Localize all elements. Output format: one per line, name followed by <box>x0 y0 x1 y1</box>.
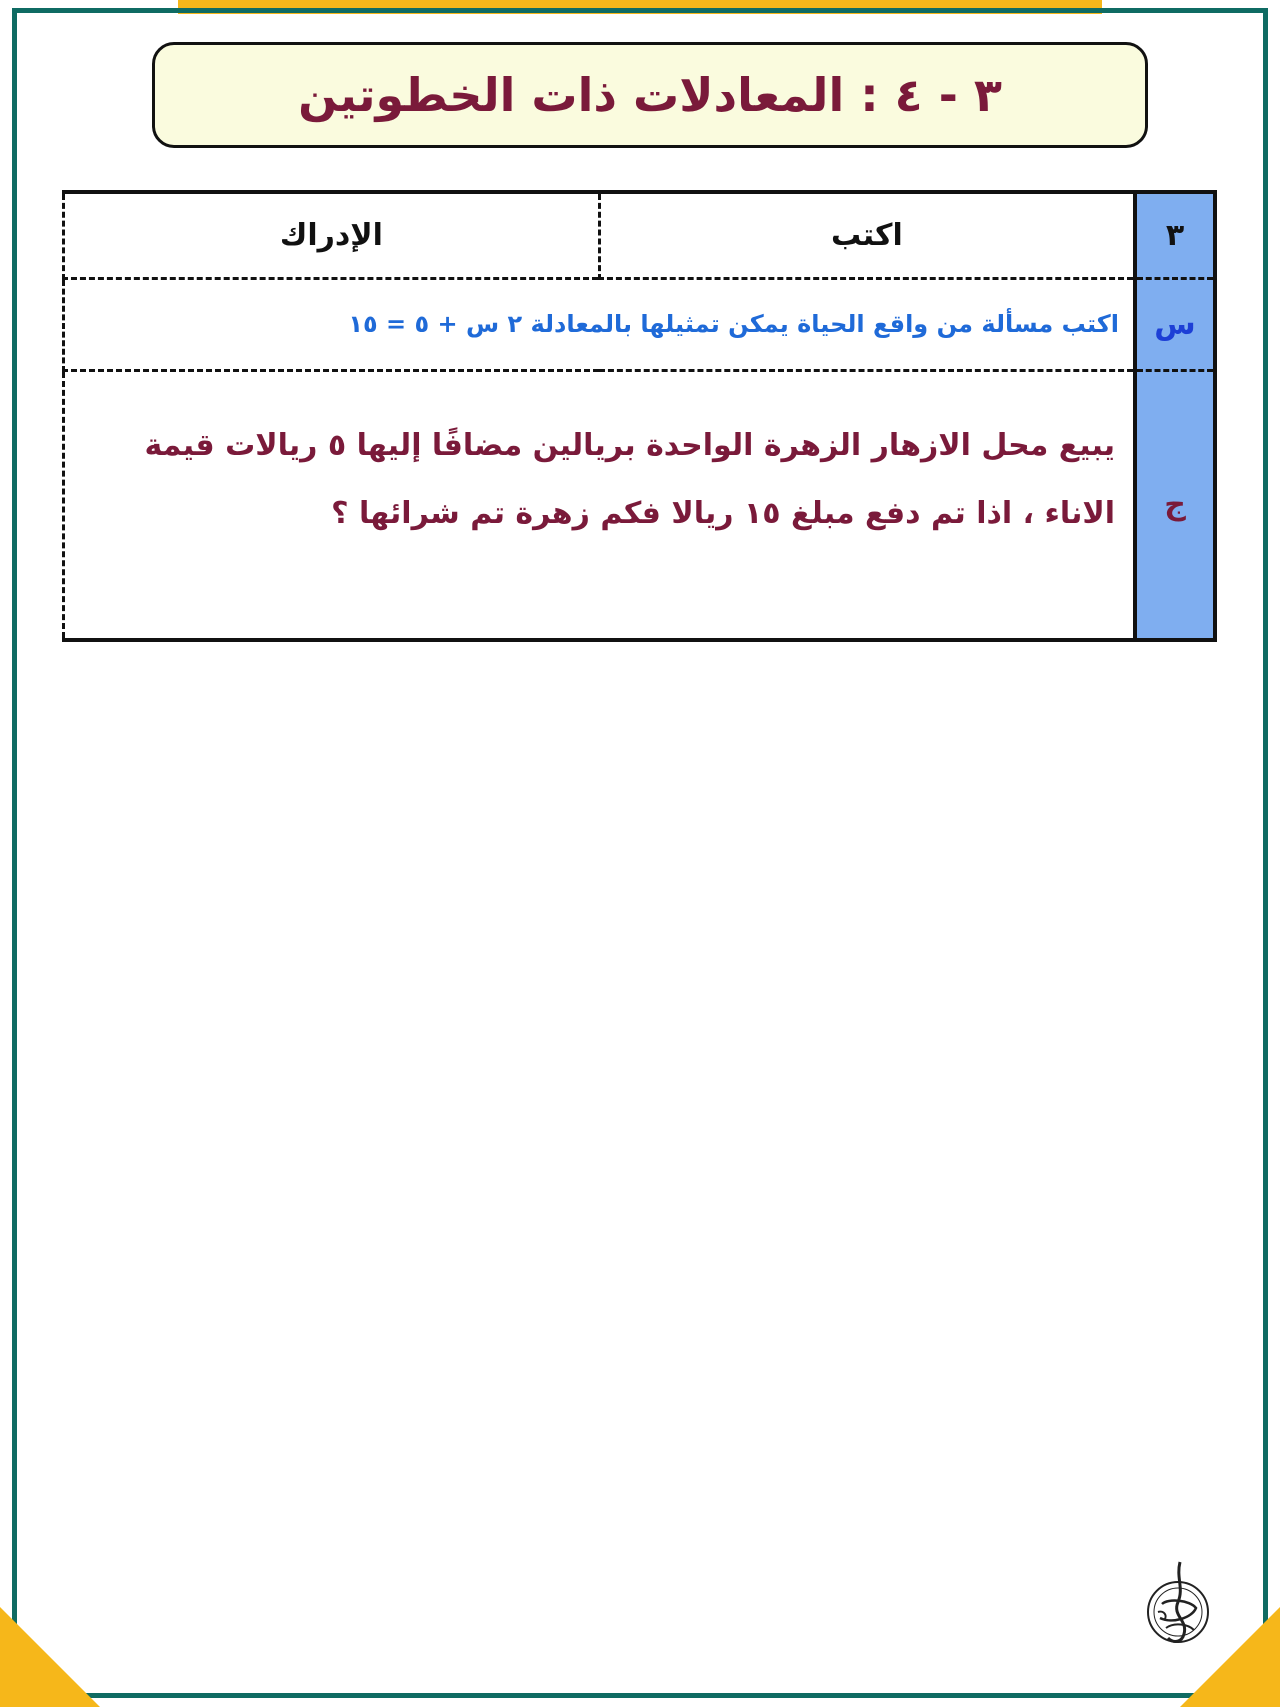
corner-decoration-left <box>0 1607 100 1707</box>
answer-label-cell <box>1135 370 1215 640</box>
row-number: ٣ <box>1165 217 1185 253</box>
question-row <box>64 278 1216 370</box>
worksheet-table <box>62 190 1217 642</box>
page-title: ٣ - ٤ : المعادلات ذات الخطوتين <box>298 68 1002 122</box>
answer-row <box>64 370 1216 640</box>
question-label-cell <box>1135 278 1215 370</box>
title-banner <box>152 42 1148 148</box>
answer-text <box>64 370 1136 640</box>
answer-line-1: يبيع محل الازهار الزهرة الواحدة بريالين مضافًا إليها ٥ ريالات قيمة <box>144 427 1115 463</box>
question-label: س <box>1154 306 1196 342</box>
header-perception: الإدراك <box>64 192 600 278</box>
calligraphy-signature-logo <box>1138 1558 1218 1654</box>
row-number-cell <box>1135 192 1215 278</box>
header-write: اكتب <box>599 192 1135 278</box>
answer-label: ج <box>1164 487 1186 523</box>
answer-line-2: الاناء ، اذا تم دفع مبلغ ١٥ ريالا فكم زهرة تم شرائها ؟ <box>331 495 1115 531</box>
question-text: اكتب مسألة من واقع الحياة يمكن تمثيلها بالمعادلة ٢ س + ٥ = ١٥ <box>64 278 1136 370</box>
table-header-row <box>64 192 1216 278</box>
